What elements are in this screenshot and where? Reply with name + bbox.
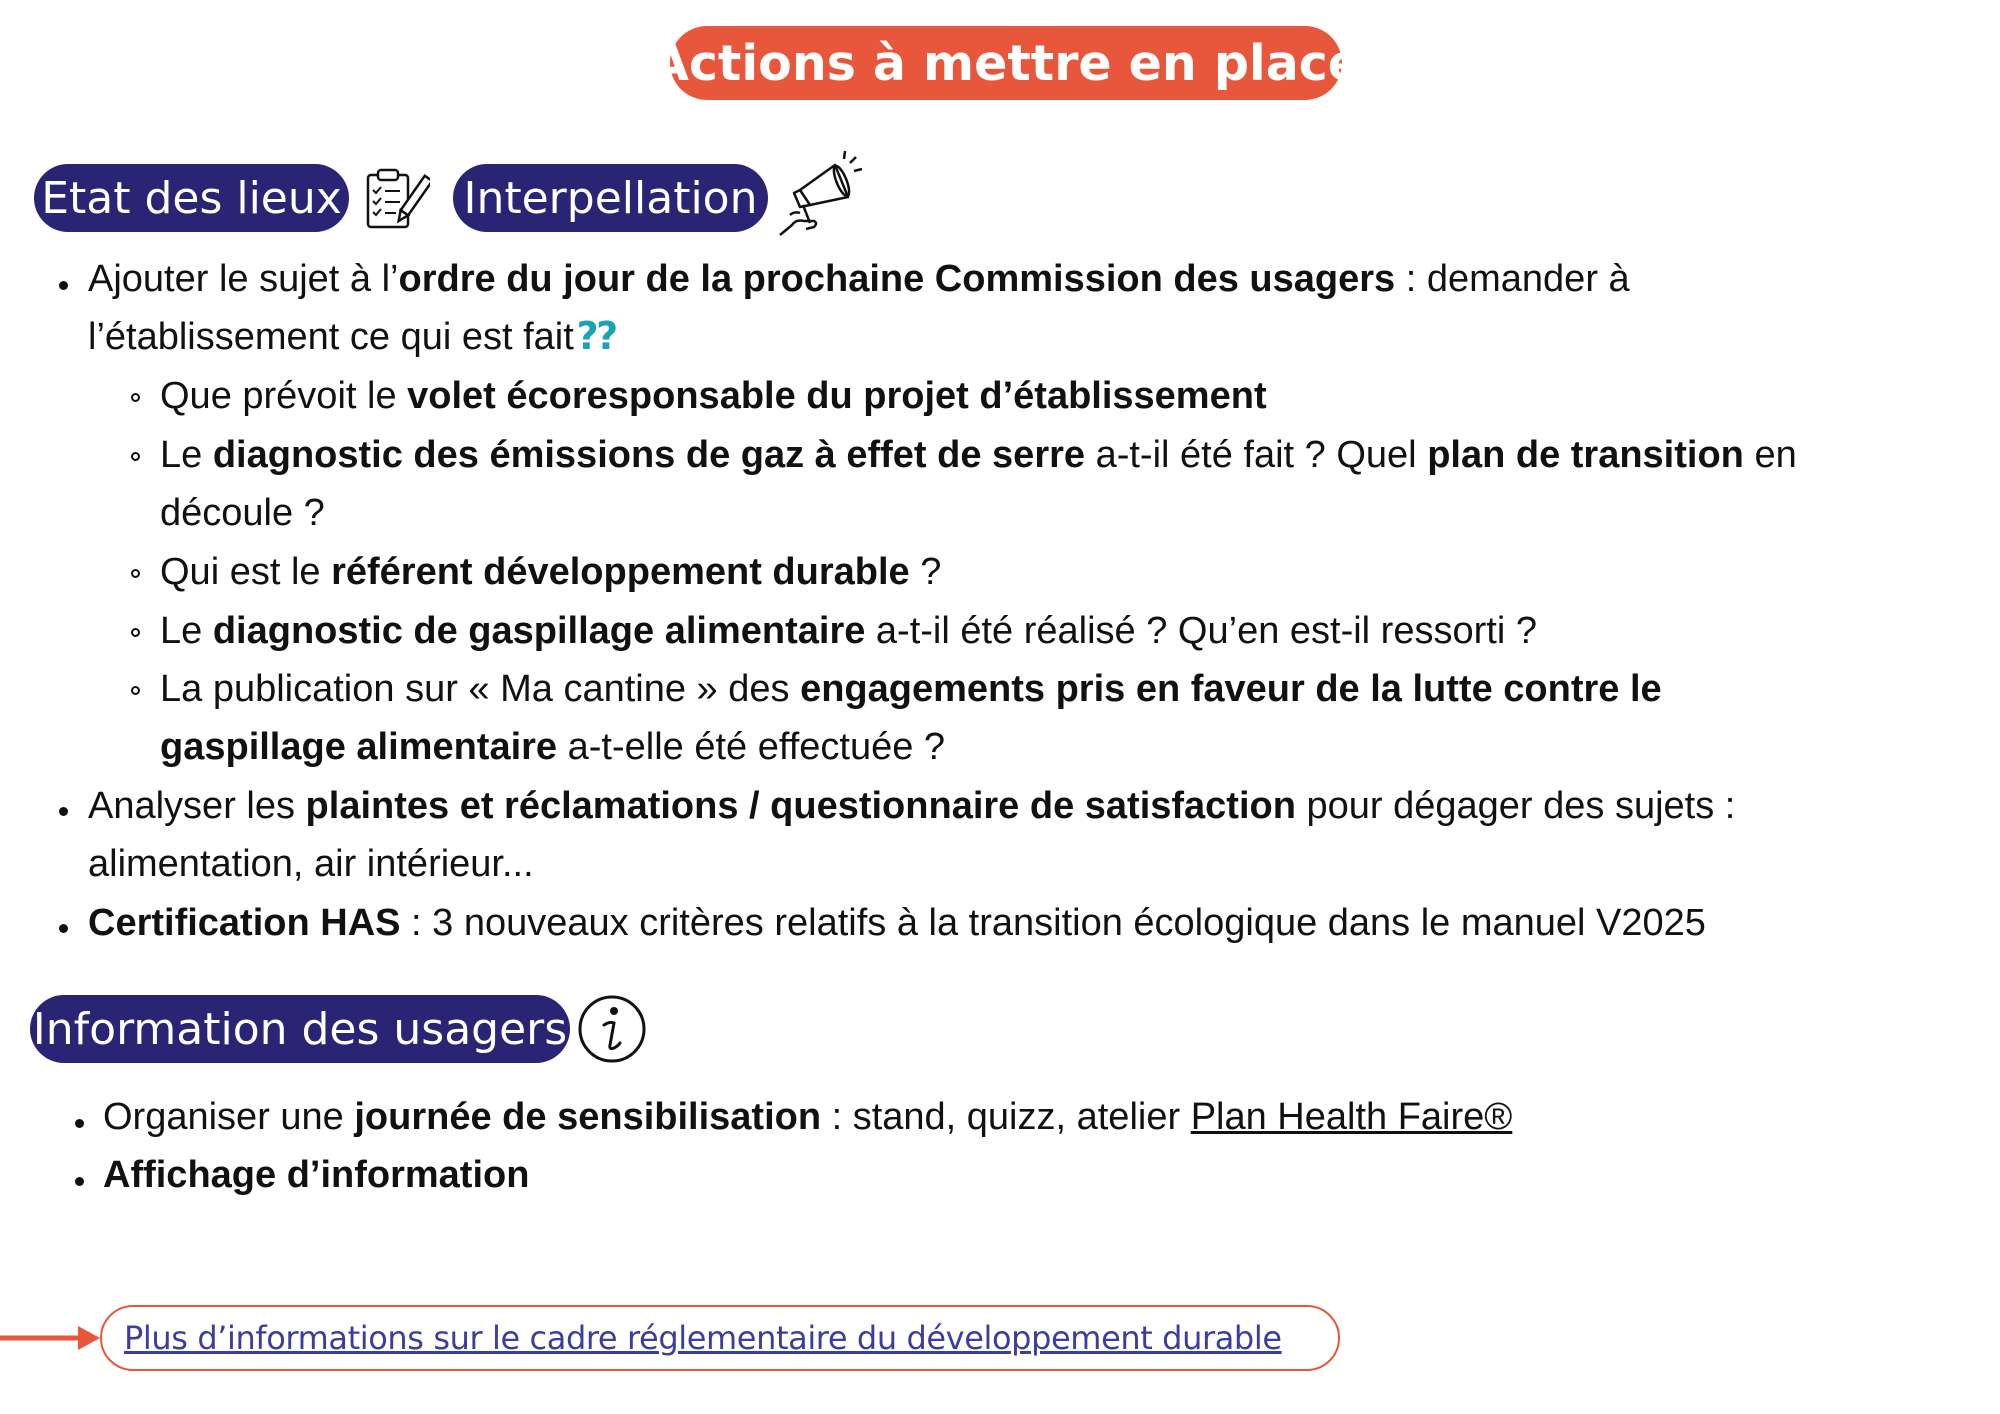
text: Qui est le	[160, 551, 332, 593]
text: Le	[160, 610, 213, 652]
sub-list-item-continuation	[160, 484, 325, 543]
text: Que prévoit le	[160, 375, 408, 417]
footer-link-box[interactable]	[100, 1305, 1340, 1371]
text: Le	[160, 434, 213, 476]
arrow-right-icon	[0, 1318, 102, 1358]
text: l’établissement ce qui est fait	[88, 316, 574, 358]
footer-link[interactable]: Plus d’informations sur le cadre réglementaire du développement durable	[124, 1319, 1282, 1357]
text: a-t-il été fait ? Quel	[1085, 434, 1428, 476]
bold-text: ordre du jour de la prochaine Commission des usagers	[398, 258, 1396, 300]
bold-text: gaspillage alimentaire	[160, 726, 558, 768]
bullet	[75, 1177, 84, 1186]
sub-bullet	[131, 628, 140, 637]
clipboard-pencil-icon	[360, 165, 430, 235]
tag-etat-des-lieux: Etat des lieux	[34, 164, 349, 232]
bold-text: journée de sensibilisation	[354, 1096, 822, 1138]
list-item-continuation	[88, 308, 617, 367]
bold-text: référent développement durable	[331, 551, 910, 593]
plan-health-faire-link[interactable]: Plan Health Faire®	[1190, 1096, 1513, 1138]
bold-text: plan de transition	[1427, 434, 1744, 476]
bold-text: diagnostic de gaspillage alimentaire	[212, 610, 866, 652]
sub-list-item-continuation	[160, 718, 945, 777]
list-item	[88, 250, 1630, 309]
text: a-t-elle été effectuée ?	[557, 726, 946, 768]
list-item	[103, 1088, 1512, 1147]
tag-interpellation: Interpellation	[453, 164, 768, 232]
bullet	[59, 807, 68, 816]
text: en	[1743, 434, 1797, 476]
megaphone-icon	[770, 145, 865, 240]
text: pour dégager des sujets :	[1295, 785, 1736, 827]
question-marks-icon: ⁇	[577, 316, 617, 358]
bold-text: Certification HAS	[88, 902, 401, 944]
bold-text: volet écoresponsable du projet d’établissement	[407, 375, 1267, 417]
text: Organiser une	[103, 1096, 355, 1138]
bold-text: plaintes et réclamations / questionnaire de satisfaction	[305, 785, 1296, 827]
list-item	[88, 777, 1735, 836]
text: La publication sur « Ma cantine » des	[160, 668, 801, 710]
text: a-t-il été réalisé ? Qu’en est-il ressorti ?	[865, 610, 1537, 652]
bold-text: diagnostic des émissions de gaz à effet de serre	[212, 434, 1086, 476]
info-icon	[576, 993, 648, 1065]
list-item-continuation	[88, 835, 534, 894]
tag-information-usagers: Information des usagers	[30, 995, 570, 1063]
bold-text: engagements pris en faveur de la lutte contre le	[800, 668, 1662, 710]
sub-list-item	[160, 543, 941, 602]
sub-bullet	[131, 452, 140, 461]
sub-list-item	[160, 602, 1537, 661]
sub-list-item	[160, 426, 1797, 485]
text: alimentation, air intérieur...	[88, 843, 534, 885]
text: Ajouter le sujet à l’	[88, 258, 399, 300]
list-item	[88, 894, 1706, 953]
text: découle ?	[160, 492, 325, 534]
text: ?	[909, 551, 942, 593]
bullet	[59, 924, 68, 933]
text: : demander à	[1395, 258, 1630, 300]
bullet	[75, 1119, 84, 1128]
text: : stand, quizz, atelier	[821, 1096, 1191, 1138]
list-item	[103, 1146, 529, 1205]
text: Analyser les	[88, 785, 306, 827]
bold-text: Affichage d’information	[103, 1154, 530, 1196]
sub-bullet	[131, 686, 140, 695]
bullet	[59, 281, 68, 290]
text: : 3 nouveaux critères relatifs à la transition écologique dans le manuel V2025	[400, 902, 1706, 944]
sub-bullet	[131, 393, 140, 402]
sub-bullet	[131, 569, 140, 578]
page-title: Actions à mettre en place	[670, 26, 1342, 100]
sub-list-item	[160, 660, 1662, 719]
sub-list-item	[160, 367, 1267, 426]
